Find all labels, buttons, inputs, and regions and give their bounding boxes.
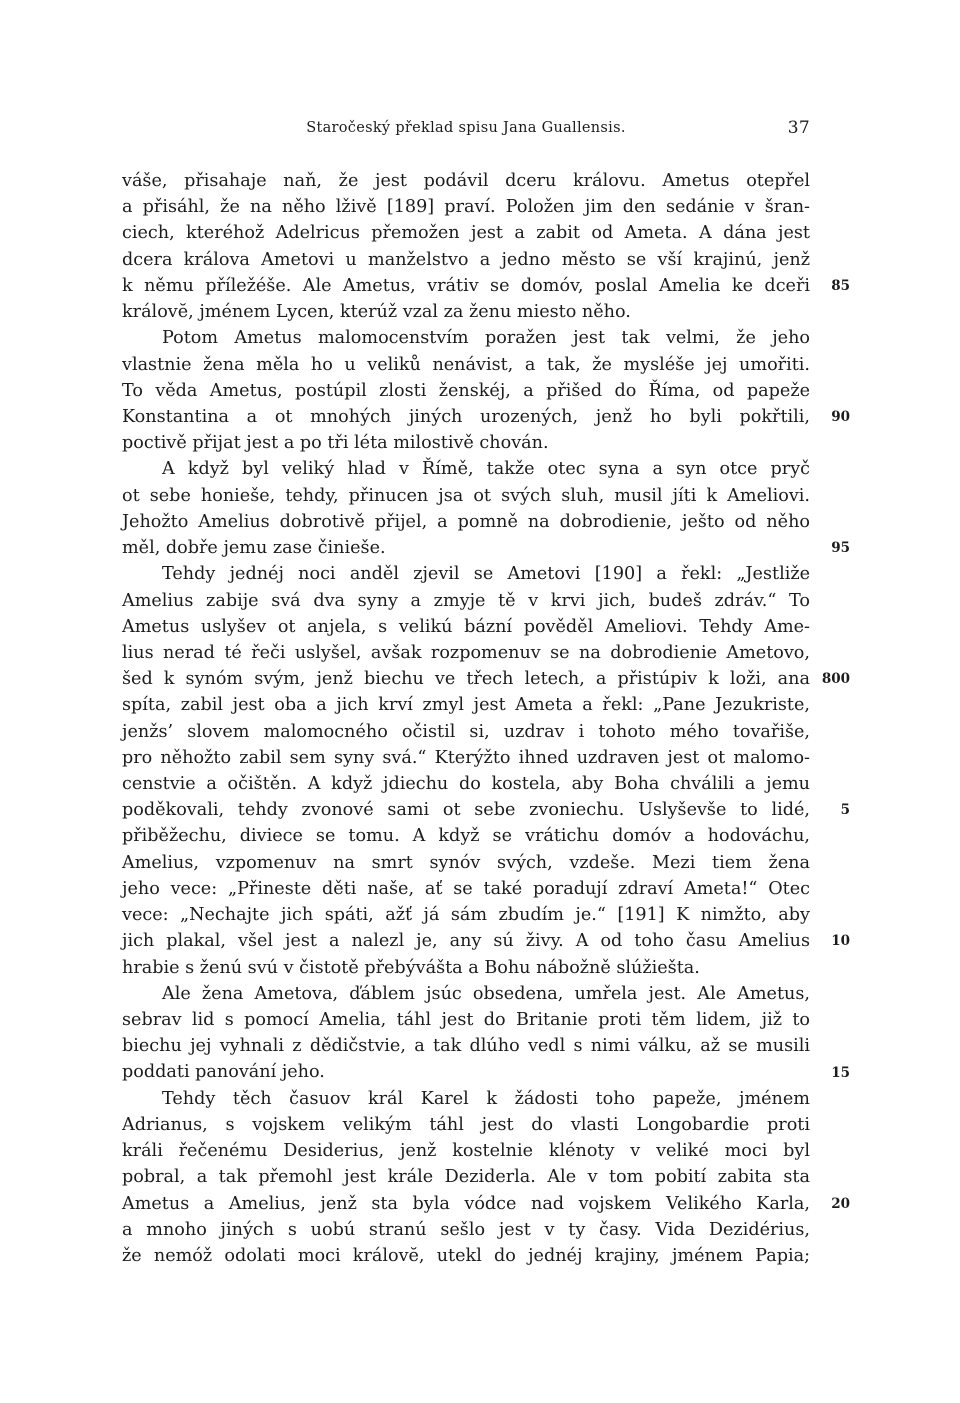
text-line: censtvie a očištěn. A když jdiechu do kostela, aby Boha chválili a jemu — [122, 774, 810, 795]
text-line: lius nerad té řeči uslyšel, avšak rozpomenuv se na dobrodienie Ametovo, — [122, 642, 810, 663]
text-line: poctivě přijat jest a po tři léta milostivě chován. — [122, 433, 549, 454]
text-line: pobral, a tak přemohl jest krále Deziderla. Ale v tom pobití zabita sta — [122, 1167, 810, 1188]
text-line: vece: „Nechajte jich spáti, ažť já sám zbudím je.“ [191] K nimžto, aby — [122, 905, 810, 926]
margin-line-number: 5 — [840, 802, 850, 819]
text-line: ot sebe honieše, tehdy, přinucen jsa ot svých sluh, musil jíti k Ameliovi. — [122, 485, 810, 506]
text-line: jenžs’ slovem malomocného očistil si, uzdrav i tohoto mého tovařiše, — [122, 721, 810, 742]
text-line: A když byl veliký hlad v Římě, takže otec syna a syn otce pryč — [162, 459, 810, 480]
text-line: vlastnie žena měla ho u veliků nenávist, a tak, že mysléše jej umořiti. — [122, 354, 810, 375]
text-line: Potom Ametus malomocenstvím poražen jest tak velmi, že jeho — [162, 328, 810, 349]
text-line: váše, přisahaje naň, že jest podávil dceru královu. Ametus otepřel — [122, 171, 810, 191]
text-line: poděkovali, tehdy zvonové sami ot sebe zvoniechu. Uslyševše to lidé, — [122, 800, 810, 821]
page-number: 37 — [787, 118, 810, 138]
margin-line-number: 15 — [831, 1064, 850, 1081]
page-body — [122, 168, 810, 1269]
text-line: přiběžechu, diviece se tomu. A když se vrátichu domóv a hodováchu, — [122, 826, 810, 847]
text-line: Jehožto Amelius dobrotivě přijel, a pomně na dobrodienie, ješto od něho — [122, 511, 810, 532]
text-line: králi řečenému Desiderius, jenž kostelnie klénoty v veliké moci byl — [122, 1141, 810, 1162]
text-line: Tehdy těch časuov král Karel k žádosti toho papeže, jménem — [162, 1088, 810, 1109]
margin-line-number: 85 — [831, 277, 850, 294]
text-line: že nemóž odolati moci královĕ, utekl do jednéj krajiny, jménem Papia; — [122, 1245, 810, 1266]
margin-line-number: 800 — [821, 671, 850, 688]
text-line: ciech, kteréhož Adelricus přemožen jest a zabit od Ameta. A dána jest — [122, 223, 810, 244]
text-line: Konstantina a ot mnohých jiných urozených, jenž ho byli pokřtili, — [122, 406, 810, 427]
page-header — [122, 120, 810, 142]
margin-line-number: 90 — [831, 409, 850, 425]
text-line: Ametus uslyšev ot anjela, s velikú bázní pověděl Ameliovi. Tehdy Ame- — [122, 616, 810, 637]
text-line: Ametus a Amelius, jenž sta byla vódce nad vojskem Velikého Karla, — [122, 1193, 810, 1214]
text-line: hrabie s ženú svú v čistotě přebývášta a Bohu nábožně slúžiešta. — [122, 957, 700, 978]
margin-line-number: 95 — [831, 540, 850, 557]
text-line: Adrianus, s vojskem velikým táhl jest do vlasti Longobardie proti — [122, 1114, 810, 1135]
text-line: šed k synóm svým, jenž biechu ve třech letech, a přistúpiv k loži, ana — [122, 669, 810, 690]
text-line: jeho vece: „Přineste děti naše, ať se také poradují zdraví Ameta!“ Otec — [122, 878, 810, 899]
text-line: dcera králova Ametovi u manželstvo a jedno město se vší krajinú, jenž — [122, 249, 810, 270]
text-line: spíta, zabil jest oba a jich krví zmyl jest Ameta a řekl: „Pane Jezukriste, — [122, 695, 810, 716]
text-line: a mnoho jiných s uobú stranú sešlo jest v ty časy. Vida Dezidérius, — [122, 1219, 810, 1240]
margin-line-number: 20 — [831, 1195, 850, 1212]
text-line: jich plakal, všel jest a nalezl je, any sú živy. A od toho času Amelius — [122, 931, 810, 952]
margin-line-number: 10 — [831, 933, 850, 950]
text-line: sebrav lid s pomocí Amelia, táhl jest do Britanie proti těm lidem, již to — [122, 1010, 810, 1030]
text-line: Tehdy jednéj noci anděl zjevil se Ametovi [190] a řekl: „Jestliže — [162, 564, 810, 585]
text-line: a přisáhl, že na něho lživě [189] praví. Položen jim den sedánie v šran- — [122, 197, 810, 218]
text-line: To věda Ametus, postúpil zlosti ženskéj, a přišed do Říma, od papeže — [122, 380, 810, 401]
text-line: Ale žena Ametova, ďáblem jsúc obsedena, umřela jest. Ale Ametus, — [162, 983, 810, 1004]
text-line: Amelius, vzpomenuv na smrt synóv svých, vzdeše. Mezi tiem žena — [122, 852, 810, 873]
text-line: k němu příležéše. Ale Ametus, vrátiv se domóv, poslal Amelia ke dceři — [122, 275, 810, 296]
running-title: Staročeský překlad spisu Jana Guallensis. — [306, 120, 626, 136]
text-line: královĕ, jménem Lycen, kterúž vzal za ženu miesto něho. — [122, 302, 631, 323]
text-line: biechu jej vyhnali z dědičstvie, a tak dlúho vedl s nimi válku, až se musili — [122, 1036, 810, 1057]
text-line: Amelius zabije svá dva syny a zmyje tě v krvi jich, budeš zdráv.“ To — [122, 590, 810, 611]
text-line: měl, dobře jemu zase činieše. — [122, 538, 386, 559]
text-line: pro něhožto zabil sem syny svá.“ Kterýžto ihned uzdraven jest ot malomo- — [122, 747, 810, 768]
text-line: poddati panování jeho. — [122, 1062, 325, 1083]
